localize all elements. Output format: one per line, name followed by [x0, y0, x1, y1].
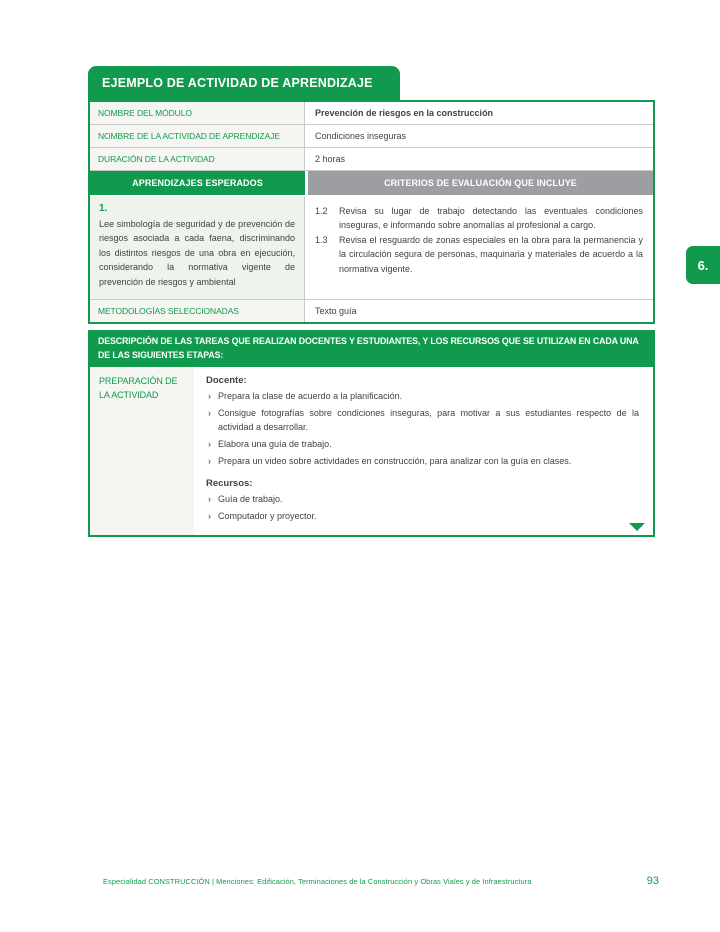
criterion-number: 1.3 [315, 234, 328, 245]
list-item [206, 390, 639, 404]
module-name-label: NOMBRE DEL MÓDULO [90, 102, 305, 124]
criteria-cell [305, 197, 653, 299]
expected-learning-header: APRENDIZAJES ESPERADOS [90, 171, 305, 195]
docente-heading: Docente: [206, 375, 247, 387]
docente-item: Consigue fotografías sobre condiciones inseguras, para motivar a sus estudiantes respecto de la actividad a desarrollar. [218, 408, 639, 433]
page-number: 93 [646, 875, 659, 887]
column-headers-row [90, 171, 653, 195]
preparation-label: PREPARACIÓN DE LA ACTIVIDAD [90, 367, 194, 535]
recurso-item: Computador y proyector. [218, 510, 317, 521]
preparation-content [194, 367, 653, 535]
table-row [90, 125, 653, 148]
criterion-text: Revisa su lugar de trabajo detectando las eventuales condiciones inseguras, e informando sobre anomalías al profesional a cargo. [339, 206, 643, 231]
criterion-item [315, 204, 643, 233]
docente-item: Prepara la clase de acuerdo a la planificación. [218, 391, 403, 402]
tasks-description-banner: DESCRIPCIÓN DE LAS TAREAS QUE REALIZAN DOCENTES Y ESTUDIANTES, Y LOS RECURSOS QUE SE UTILIZAN EN CADA UNA DE LAS SIGUIENTES ETAPAS: [88, 330, 655, 367]
activity-info-table [88, 100, 655, 324]
section-title: EJEMPLO DE ACTIVIDAD DE APRENDIZAJE [102, 76, 373, 90]
activity-example-block [88, 66, 655, 537]
list-item [206, 493, 639, 507]
bullet-icon: › [208, 493, 211, 504]
methodology-value: Texto guía [315, 305, 357, 316]
table-continues-arrow-icon [629, 523, 645, 531]
methodology-label: METODOLOGÍAS SELECCIONADAS [90, 300, 305, 322]
activity-name-label: NOMBRE DE LA ACTIVIDAD DE APRENDIZAJE [90, 125, 305, 147]
learning-text: Lee simbología de seguridad y de prevención de riesgos asociada a cada faena, discriminando los distintos riesgos de una obra en ejecución, considerando la normativa vigente de prevención de riesgos y ambiental [99, 219, 295, 287]
methodology-row [90, 299, 653, 322]
page-footer [103, 875, 659, 887]
bullet-icon: › [208, 455, 211, 466]
table-row [90, 102, 653, 125]
docente-item: Prepara un video sobre actividades en construcción, para analizar con la guía en clases. [218, 455, 572, 466]
list-item [206, 510, 639, 524]
table-row [90, 148, 653, 171]
criterion-number: 1.2 [315, 206, 328, 216]
expected-learning-cell [90, 197, 305, 299]
recurso-item: Guía de trabajo. [218, 493, 283, 504]
criterion-text: Revisa el resguardo de zonas especiales en la obra para la permanencia y la circulación segura de personas, maquinaria y materiales de acuerdo a la normativa vigente. [339, 234, 643, 274]
list-item [206, 455, 639, 469]
duration-value: 2 horas [315, 154, 346, 164]
bullet-icon: › [208, 510, 211, 521]
docente-item: Elabora una guía de trabajo. [218, 439, 332, 450]
section-title-tab [88, 66, 400, 100]
learning-content-row [90, 197, 653, 299]
list-item [206, 438, 639, 452]
duration-label: DURACIÓN DE LA ACTIVIDAD [90, 148, 305, 170]
list-item [206, 407, 639, 435]
criterion-item [315, 233, 643, 276]
evaluation-criteria-header: CRITERIOS DE EVALUACIÓN QUE INCLUYE [308, 171, 653, 195]
footer-specialty-text: Especialidad CONSTRUCCIÓN | Menciones: Edificación, Terminaciones de la Construcción y Obras Viales y de Infraestructura [103, 877, 532, 886]
chapter-number: 6. [697, 257, 709, 273]
bullet-icon: › [208, 391, 211, 402]
preparation-section [88, 367, 655, 537]
recursos-heading: Recursos: [206, 477, 253, 489]
bullet-icon: › [208, 408, 211, 419]
chapter-number-tab [686, 246, 720, 284]
activity-name-value: Condiciones inseguras [315, 131, 407, 141]
bullet-icon: › [208, 439, 211, 450]
learning-number: 1. [99, 203, 108, 214]
module-name-value: Prevención de riesgos en la construcción [315, 108, 494, 118]
